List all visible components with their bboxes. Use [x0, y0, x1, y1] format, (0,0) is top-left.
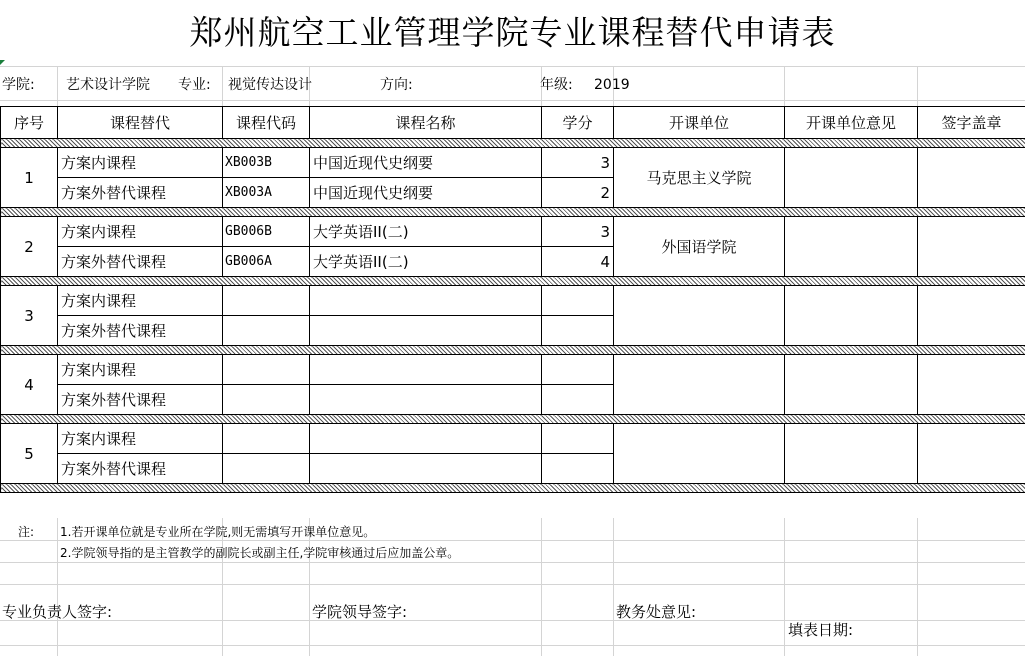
course-name-cell[interactable]	[310, 316, 542, 346]
signature-stamp-cell[interactable]	[918, 355, 1025, 415]
course-code-cell[interactable]: XB003B	[223, 148, 310, 178]
notes-label: 注:	[18, 525, 35, 539]
course-code-cell[interactable]	[223, 286, 310, 316]
table-row	[1, 148, 1025, 178]
unit-opinion-cell[interactable]	[785, 355, 918, 415]
course-name-cell[interactable]: 中国近现代史纲要	[310, 178, 542, 208]
course-name-cell[interactable]: 大学英语II(二)	[310, 217, 542, 247]
course-code-cell[interactable]: GB006B	[223, 217, 310, 247]
serial-number-cell: 4	[1, 355, 58, 415]
course-name-cell[interactable]	[310, 286, 542, 316]
separator-row	[1, 277, 1025, 286]
separator-row	[1, 139, 1025, 148]
separator-cell	[1, 415, 1025, 424]
credit-cell[interactable]: 2	[542, 178, 614, 208]
separator-cell	[1, 208, 1025, 217]
credit-cell[interactable]: 3	[542, 148, 614, 178]
note-item: 1.若开课单位就是专业所在学院,则无需填写开课单位意见。	[60, 525, 376, 539]
header-cell: 开课单位意见	[785, 107, 918, 139]
course-type-cell: 方案外替代课程	[58, 385, 223, 415]
header-cell: 开课单位	[614, 107, 785, 139]
serial-number-cell: 1	[1, 148, 58, 208]
course-name-cell[interactable]	[310, 454, 542, 484]
credit-cell[interactable]	[542, 286, 614, 316]
course-name-cell[interactable]	[310, 355, 542, 385]
course-name-cell[interactable]	[310, 385, 542, 415]
cell-marker-icon	[0, 60, 5, 65]
course-type-cell: 方案外替代课程	[58, 316, 223, 346]
course-type-cell: 方案内课程	[58, 355, 223, 385]
table-row	[1, 355, 1025, 385]
header-cell: 签字盖章	[918, 107, 1025, 139]
separator-cell	[1, 139, 1025, 148]
fill-date[interactable]: 填表日期:	[788, 621, 854, 639]
course-name-cell[interactable]	[310, 424, 542, 454]
separator-cell	[1, 346, 1025, 355]
course-code-cell[interactable]: GB006A	[223, 247, 310, 277]
signature-stamp-cell[interactable]	[918, 148, 1025, 208]
course-code-cell[interactable]	[223, 454, 310, 484]
unit-opinion-cell[interactable]	[785, 217, 918, 277]
credit-cell[interactable]	[542, 424, 614, 454]
separator-row	[1, 208, 1025, 217]
note-item: 2.学院领导指的是主管教学的副院长或副主任,学院审核通过后应加盖公章。	[60, 546, 460, 560]
major-label: 专业:	[178, 77, 211, 93]
grade-value[interactable]: 2019	[594, 77, 630, 93]
header-cell: 课程名称	[310, 107, 542, 139]
table-row	[1, 286, 1025, 316]
serial-number-cell: 5	[1, 424, 58, 484]
table-header-row	[1, 107, 1025, 139]
credit-cell[interactable]	[542, 316, 614, 346]
college-leader-signature[interactable]: 学院领导签字:	[312, 603, 408, 621]
offering-unit-cell[interactable]: 外国语学院	[614, 217, 785, 277]
course-name-cell[interactable]: 大学英语II(二)	[310, 247, 542, 277]
header-cell: 课程替代	[58, 107, 223, 139]
serial-number-cell: 2	[1, 217, 58, 277]
course-type-cell: 方案外替代课程	[58, 178, 223, 208]
college-value[interactable]: 艺术设计学院	[66, 77, 150, 93]
offering-unit-cell[interactable]	[614, 286, 785, 346]
table-row	[1, 217, 1025, 247]
credit-cell[interactable]: 3	[542, 217, 614, 247]
credit-cell[interactable]	[542, 385, 614, 415]
direction-label: 方向:	[380, 77, 413, 93]
course-code-cell[interactable]	[223, 424, 310, 454]
credit-cell[interactable]: 4	[542, 247, 614, 277]
unit-opinion-cell[interactable]	[785, 424, 918, 484]
course-name-cell[interactable]: 中国近现代史纲要	[310, 148, 542, 178]
offering-unit-cell[interactable]: 马克思主义学院	[614, 148, 785, 208]
unit-opinion-cell[interactable]	[785, 148, 918, 208]
major-value[interactable]: 视觉传达设计	[228, 77, 312, 93]
college-label: 学院:	[2, 77, 35, 93]
academic-affairs-opinion[interactable]: 教务处意见:	[616, 603, 697, 621]
credit-cell[interactable]	[542, 454, 614, 484]
page-title: 郑州航空工业管理学院专业课程替代申请表	[189, 13, 836, 52]
substitution-table	[0, 106, 1025, 493]
separator-row	[1, 346, 1025, 355]
course-type-cell: 方案内课程	[58, 217, 223, 247]
separator-row	[1, 415, 1025, 424]
separator-cell	[1, 277, 1025, 286]
table-row	[1, 424, 1025, 454]
course-code-cell[interactable]: XB003A	[223, 178, 310, 208]
course-type-cell: 方案外替代课程	[58, 454, 223, 484]
offering-unit-cell[interactable]	[614, 424, 785, 484]
course-code-cell[interactable]	[223, 316, 310, 346]
course-type-cell: 方案内课程	[58, 148, 223, 178]
course-code-cell[interactable]	[223, 385, 310, 415]
header-cell: 序号	[1, 107, 58, 139]
unit-opinion-cell[interactable]	[785, 286, 918, 346]
header-cell: 学分	[542, 107, 614, 139]
course-type-cell: 方案内课程	[58, 424, 223, 454]
course-type-cell: 方案内课程	[58, 286, 223, 316]
serial-number-cell: 3	[1, 286, 58, 346]
signature-stamp-cell[interactable]	[918, 286, 1025, 346]
major-head-signature[interactable]: 专业负责人签字:	[2, 603, 113, 621]
signature-stamp-cell[interactable]	[918, 217, 1025, 277]
header-cell: 课程代码	[223, 107, 310, 139]
separator-cell	[1, 484, 1025, 493]
course-type-cell: 方案外替代课程	[58, 247, 223, 277]
separator-row	[1, 484, 1025, 493]
signature-stamp-cell[interactable]	[918, 424, 1025, 484]
credit-cell[interactable]	[542, 355, 614, 385]
offering-unit-cell[interactable]	[614, 355, 785, 415]
grade-label: 年级:	[540, 77, 573, 93]
course-code-cell[interactable]	[223, 355, 310, 385]
